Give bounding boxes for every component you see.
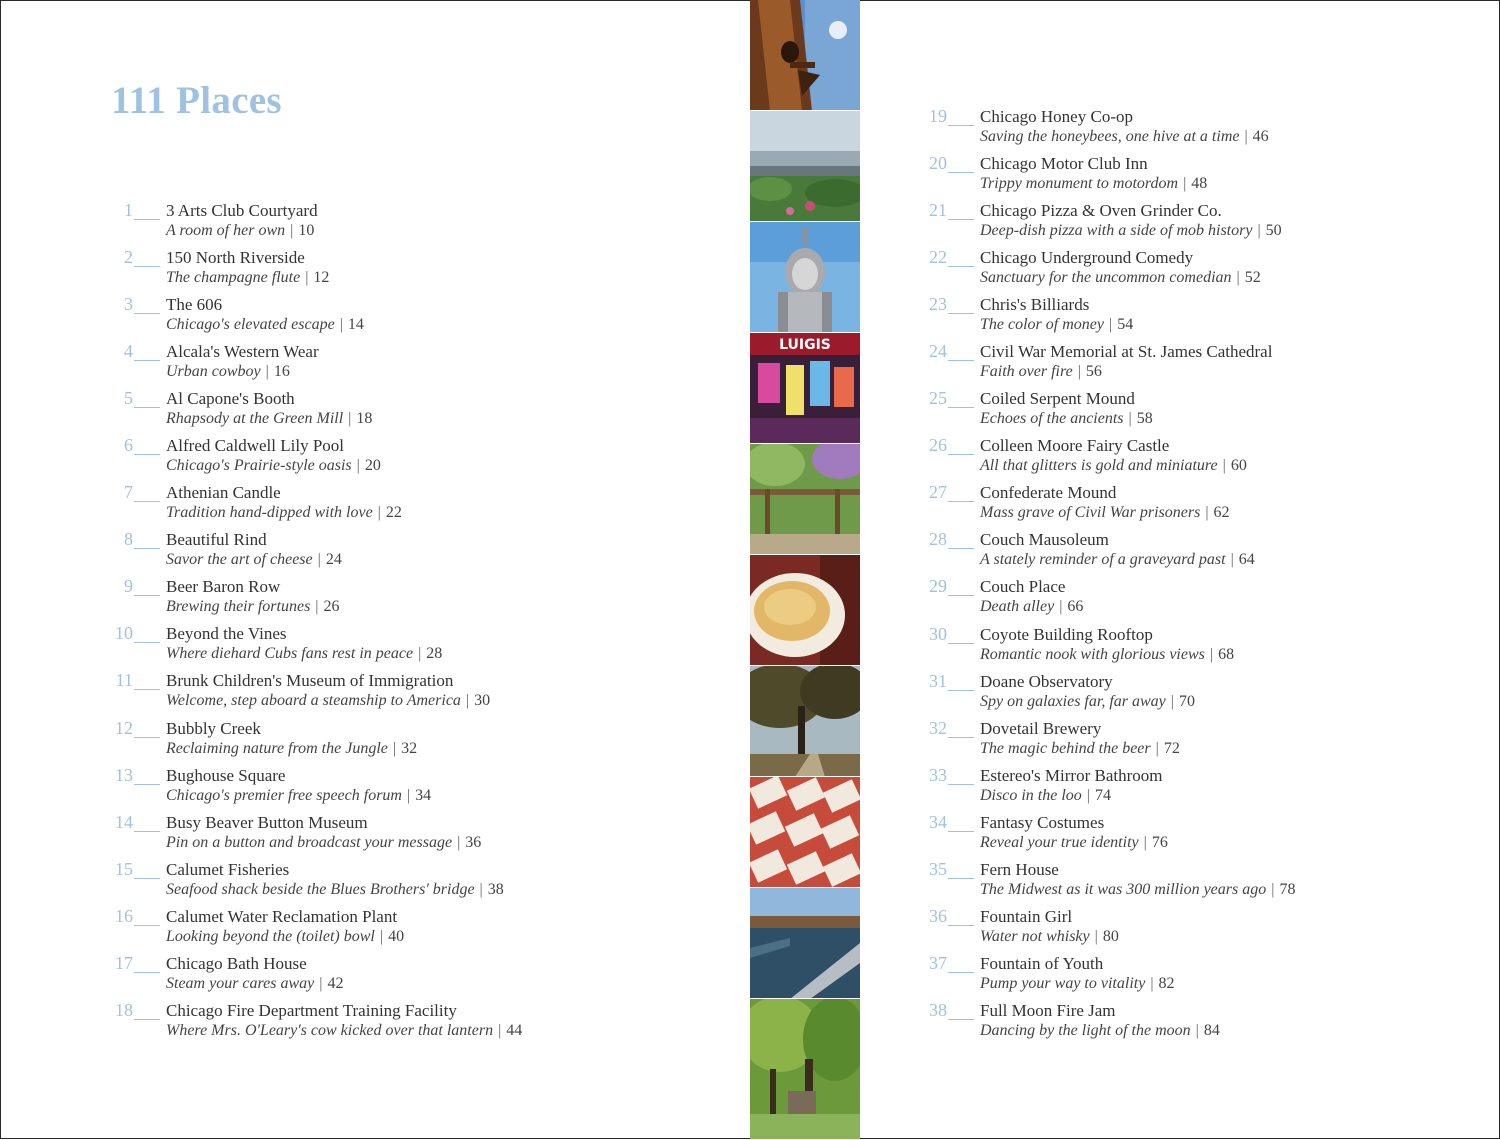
entry-title: Bubbly Creek	[166, 718, 261, 738]
entry-separator: |	[1257, 222, 1261, 240]
entry-subtitle	[980, 598, 1083, 616]
entry-page-number: 34	[415, 786, 432, 804]
entry-tagline: Chicago's Prairie-style oasis	[166, 457, 352, 475]
entry-separator: |	[1205, 504, 1209, 522]
entry-page-number: 74	[1094, 786, 1111, 804]
entry-subtitle	[980, 363, 1102, 381]
entry-title: Fountain of Youth	[980, 953, 1104, 973]
entry-page-number: 76	[1151, 833, 1168, 851]
birdhouse-photo	[750, 0, 860, 111]
entry-tagline: Faith over fire	[980, 363, 1073, 381]
entry-page-number: 64	[1238, 551, 1255, 569]
entry-title: Calumet Water Reclamation Plant	[166, 906, 398, 926]
entry-separator: |	[1128, 410, 1132, 428]
entry-subtitle	[980, 222, 1282, 240]
entry-page-number: 26	[323, 598, 340, 616]
entry-page-number: 56	[1085, 363, 1102, 381]
entry-page-number: 32	[401, 739, 418, 757]
entry-title: Athenian Candle	[166, 483, 281, 503]
entry-page-number: 16	[273, 363, 290, 381]
entry-title: Fern House	[980, 859, 1059, 879]
entry-tagline: Pin on a button and broadcast your message	[166, 833, 453, 851]
entry-tagline: Water not whisky	[980, 927, 1090, 945]
entry-page-number: 48	[1191, 175, 1208, 193]
entry-title: Dovetail Brewery	[980, 718, 1102, 738]
entry-title: Al Capone's Booth	[166, 389, 295, 409]
entry-page-number: 38	[487, 880, 504, 898]
entry-separator: |	[1244, 128, 1248, 145]
entry-tagline: A stately reminder of a graveyard past	[980, 551, 1226, 569]
entry-subtitle	[166, 834, 481, 852]
entry-subtitle	[980, 410, 1153, 428]
entry-tagline: Saving the honeybees, one hive at a time	[980, 128, 1240, 145]
entry-page-number: 78	[1279, 880, 1296, 898]
entry-subtitle	[166, 645, 442, 663]
entry-separator: |	[315, 598, 319, 616]
entry-page-number: 10	[298, 222, 315, 239]
entry-tagline: Reveal your true identity	[980, 833, 1139, 851]
entry-subtitle	[166, 740, 417, 758]
entry-separator: |	[319, 974, 323, 992]
entry-tagline: The Midwest as it was 300 million years ago	[980, 880, 1267, 898]
entry-subtitle	[980, 787, 1111, 805]
entry-title: Chicago Motor Club Inn	[980, 154, 1148, 174]
entry-tagline: Where Mrs. O'Leary's cow kicked over that lantern	[166, 1021, 494, 1039]
entry-subtitle	[980, 316, 1133, 334]
entry-tagline: Death alley	[980, 598, 1055, 616]
entry-subtitle	[166, 222, 314, 240]
entry-separator: |	[392, 739, 397, 757]
entry-separator: |	[377, 504, 381, 522]
entry-tagline: Mass grave of Civil War prisoners	[980, 504, 1201, 522]
entry-page-number: 50	[1265, 222, 1282, 240]
entry-tagline: Spy on galaxies far, far away	[980, 692, 1166, 710]
entry-page-number: 44	[506, 1021, 523, 1039]
entry-title: Fantasy Costumes	[980, 812, 1105, 832]
entry-title: Civil War Memorial at St. James Cathedral	[980, 342, 1273, 362]
entry-page-number: 80	[1102, 927, 1119, 945]
entry-page-number: 36	[465, 833, 482, 851]
entry-title: 3 Arts Club Courtyard	[166, 201, 318, 220]
entry-title: Busy Beaver Button Museum	[166, 812, 368, 832]
entry-separator: |	[379, 927, 384, 945]
entry-separator: |	[348, 410, 352, 428]
page-title: 111 Places	[111, 79, 282, 122]
entry-subtitle	[980, 128, 1269, 146]
entry-subtitle	[980, 740, 1180, 758]
entry-subtitle	[980, 646, 1234, 664]
entry-page-number: 60	[1230, 457, 1247, 475]
entry-subtitle	[166, 692, 490, 710]
entry-separator: |	[1059, 598, 1063, 616]
entry-tagline: Dancing by the light of the moon	[980, 1021, 1191, 1039]
entry-tagline: Tradition hand-dipped with love	[166, 504, 373, 522]
entry-tagline: Where diehard Cubs fans rest in peace	[166, 645, 414, 663]
entry-separator: |	[1236, 269, 1240, 287]
entry-separator: |	[457, 833, 461, 851]
entry-tagline: The magic behind the beer	[980, 739, 1151, 757]
entry-title: Full Moon Fire Jam	[980, 1000, 1116, 1020]
entry-separator: |	[1077, 363, 1081, 381]
entry-page-number: 66	[1067, 598, 1084, 616]
entry-subtitle	[980, 504, 1230, 522]
entry-page-number: 18	[356, 410, 373, 428]
entry-title: Colleen Moore Fairy Castle	[980, 436, 1170, 456]
entry-tagline: Echoes of the ancients	[980, 410, 1124, 428]
water-channel-photo	[750, 888, 860, 999]
entry-tagline: Trippy monument to motordom	[980, 175, 1179, 193]
entry-tagline: Savor the art of cheese	[166, 551, 313, 569]
entry-separator: |	[1222, 457, 1226, 475]
entry-separator: |	[1155, 739, 1159, 757]
entry-subtitle	[980, 175, 1207, 193]
entry-page-number: 20	[364, 457, 381, 475]
entry-separator: |	[1086, 786, 1090, 804]
entry-title: Alcala's Western Wear	[166, 342, 319, 362]
entry-tagline: Disco in the loo	[980, 786, 1082, 804]
entry-separator: |	[465, 692, 470, 710]
entry-title: Chicago Bath House	[166, 953, 307, 973]
garden-pergola-photo	[750, 444, 860, 555]
entry-title: Doane Observatory	[980, 671, 1113, 691]
entry-tagline: Pump your way to vitality	[980, 974, 1146, 992]
entry-page-number: 54	[1117, 316, 1134, 334]
entry-title: Chicago Fire Department Training Facility	[166, 1000, 457, 1020]
statue-photo	[750, 222, 860, 333]
entry-subtitle	[166, 457, 381, 475]
entry-page-number: 68	[1218, 645, 1235, 663]
entry-subtitle	[980, 834, 1168, 852]
entry-subtitle	[166, 598, 340, 616]
entry-separator: |	[1170, 692, 1174, 710]
entry-tagline: Deep-dish pizza with a side of mob history	[980, 222, 1253, 240]
entry-tagline: Steam your cares away	[166, 974, 315, 992]
entry-tagline: The champagne flute	[166, 269, 301, 287]
entry-page-number: 24	[325, 551, 342, 569]
entry-subtitle	[980, 975, 1175, 993]
entry-subtitle	[166, 363, 290, 381]
trees-park-photo	[750, 999, 860, 1140]
entry-subtitle	[980, 551, 1255, 569]
entry-title: Beer Baron Row	[166, 577, 281, 597]
entry-separator: |	[356, 457, 360, 475]
entry-separator: |	[1183, 175, 1187, 193]
entry-subtitle	[166, 881, 504, 899]
entry-separator: |	[305, 269, 309, 287]
entry-subtitle	[166, 928, 404, 946]
entry-tagline: Rhapsody at the Green Mill	[166, 410, 344, 428]
entry-tagline: Chicago's elevated escape	[166, 316, 335, 334]
entry-tagline: Chicago's premier free speech forum	[166, 786, 402, 804]
entry-subtitle	[980, 881, 1295, 899]
entry-subtitle	[980, 1022, 1220, 1040]
entry-separator: |	[1209, 645, 1214, 663]
entry-subtitle	[166, 504, 402, 522]
entry-page-number: 12	[313, 269, 330, 287]
entry-page-number: 40	[388, 927, 405, 945]
entry-page-number: 62	[1213, 504, 1230, 522]
entry-subtitle	[980, 269, 1261, 287]
entry-title: 150 North Riverside	[166, 248, 305, 268]
entry-subtitle	[166, 551, 342, 569]
entry-subtitle	[980, 928, 1119, 946]
entry-tagline: Brewing their fortunes	[166, 598, 311, 616]
entry-subtitle	[166, 269, 329, 287]
entry-subtitle	[166, 316, 364, 334]
entry-subtitle	[166, 975, 343, 993]
entry-separator: |	[1150, 974, 1154, 992]
photo-strip	[750, 0, 860, 1139]
entry-tagline: A room of her own	[166, 222, 286, 239]
entry-tagline: Romantic nook with glorious views	[980, 645, 1205, 663]
entry-separator: |	[1271, 880, 1275, 898]
entry-page-number: 22	[385, 504, 402, 522]
tree-path-photo	[750, 666, 860, 777]
entry-separator: |	[406, 786, 411, 804]
entry-title: Calumet Fisheries	[166, 859, 290, 879]
entry-title: Confederate Mound	[980, 483, 1117, 503]
entry-title: Beautiful Rind	[166, 530, 267, 550]
entry-page-number: 14	[347, 316, 364, 334]
entry-page-number: 84	[1203, 1021, 1220, 1039]
entry-separator: |	[1094, 927, 1098, 945]
lakeshore-photo	[750, 111, 860, 222]
entry-separator: |	[265, 363, 269, 381]
entry-separator: |	[1230, 551, 1234, 569]
entry-title: Couch Mausoleum	[980, 530, 1109, 550]
entry-title: Bughouse Square	[166, 765, 286, 785]
entry-page-number: 82	[1158, 974, 1175, 992]
entry-page-number: 30	[474, 692, 491, 710]
entry-title: The 606	[166, 295, 223, 315]
entry-separator: |	[1108, 316, 1113, 334]
entry-separator: |	[498, 1021, 502, 1039]
entry-subtitle	[166, 410, 372, 428]
entry-page-number: 70	[1178, 692, 1195, 710]
entry-separator: |	[1143, 833, 1147, 851]
entry-separator: |	[339, 316, 343, 334]
entry-tagline: Seafood shack beside the Blues Brothers' bridge	[166, 880, 475, 898]
entry-subtitle	[980, 457, 1247, 475]
entry-title: Alfred Caldwell Lily Pool	[166, 436, 345, 456]
entry-title: Coiled Serpent Mound	[980, 389, 1135, 409]
entry-separator: |	[1195, 1021, 1199, 1039]
entry-title: Fountain Girl	[980, 906, 1073, 926]
entry-separator: |	[290, 222, 294, 239]
entry-title: Beyond the Vines	[166, 624, 287, 644]
entry-tagline: Reclaiming nature from the Jungle	[166, 739, 388, 757]
entry-title: Chris's Billiards	[980, 295, 1090, 315]
entry-tagline: All that glitters is gold and miniature	[980, 457, 1218, 475]
entry-tagline: Looking beyond the (toilet) bowl	[166, 927, 375, 945]
entry-tagline: Urban cowboy	[166, 363, 261, 381]
entry-title: Chicago Underground Comedy	[980, 248, 1194, 268]
entry-title: Chicago Pizza & Oven Grinder Co.	[980, 201, 1222, 221]
entry-page-number: 58	[1136, 410, 1153, 428]
entry-title: Couch Place	[980, 577, 1066, 597]
entry-title: Chicago Honey Co-op	[980, 107, 1133, 126]
entry-page-number: 42	[327, 974, 344, 992]
entry-title: Estereo's Mirror Bathroom	[980, 765, 1163, 785]
entry-page-number: 52	[1244, 269, 1261, 287]
entry-separator: |	[317, 551, 321, 569]
entry-title: Brunk Children's Museum of Immigration	[166, 671, 454, 691]
entry-subtitle	[166, 787, 431, 805]
entry-page-number: 28	[426, 645, 443, 663]
luigis-sign-text: LUIGIS	[779, 337, 831, 353]
entry-tagline: Sanctuary for the uncommon comedian	[980, 269, 1232, 287]
entry-tagline: Welcome, step aboard a steamship to America	[166, 692, 461, 710]
entry-separator: |	[418, 645, 422, 663]
pizza-photo	[750, 555, 860, 666]
entry-subtitle	[166, 1022, 522, 1040]
entry-subtitle	[980, 693, 1195, 711]
entry-page-number: 72	[1163, 739, 1180, 757]
entry-title: Coyote Building Rooftop	[980, 624, 1153, 644]
luigis-sign-photo	[750, 333, 860, 444]
entry-page-number: 46	[1252, 128, 1269, 145]
entry-separator: |	[479, 880, 483, 898]
entry-tagline: The color of money	[980, 316, 1104, 334]
buttons-photo	[750, 777, 860, 888]
